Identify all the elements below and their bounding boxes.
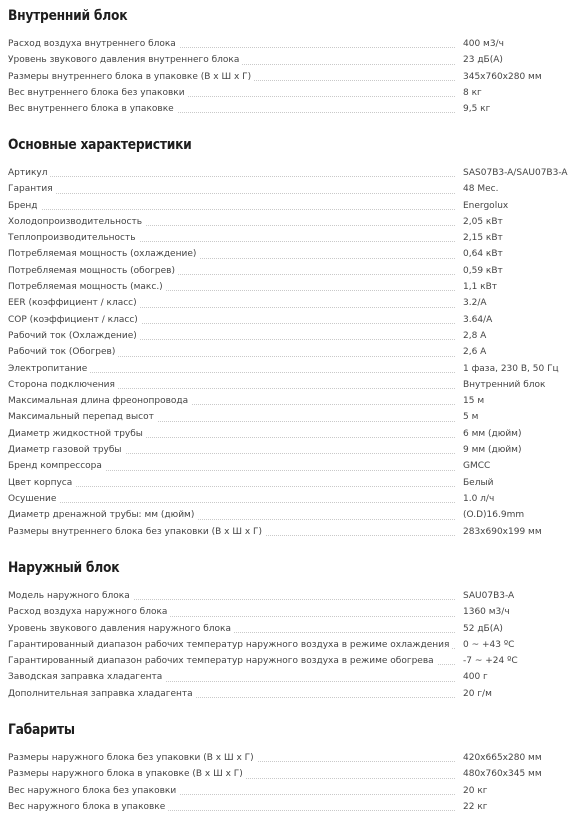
spec-value: 6 мм (дюйм) <box>463 428 522 439</box>
spec-label: Расход воздуха внутреннего блока <box>8 36 179 52</box>
spec-value: 480х760х345 мм <box>463 769 542 780</box>
dotted-leader <box>8 193 455 194</box>
spec-value: 0,64 кВт <box>463 249 503 260</box>
spec-row <box>8 799 573 815</box>
spec-value: 8 кг <box>463 87 482 98</box>
spec-row <box>8 230 573 246</box>
spec-row <box>8 588 573 604</box>
spec-label: Уровень звукового давления внутреннего блока <box>8 52 242 68</box>
spec-value: 0,59 кВт <box>463 265 503 276</box>
spec-row <box>8 246 573 262</box>
spec-value: (O.D)16.9mm <box>463 510 525 521</box>
spec-value: 420х665х280 мм <box>463 753 542 763</box>
spec-value: SAS07B3-A/SAU07B3-A <box>463 168 568 178</box>
dotted-leader <box>8 209 455 210</box>
spec-row <box>8 101 573 117</box>
spec-label: Бренд компрессора <box>8 458 105 474</box>
spec-label: Диаметр газовой трубы <box>8 442 125 458</box>
spec-row <box>8 621 573 637</box>
spec-row <box>8 686 573 702</box>
spec-label: Потребляемая мощность (охлаждение) <box>8 246 199 262</box>
spec-label: Бренд <box>8 198 41 214</box>
spec-row <box>8 377 573 393</box>
spec-value: 345х760х280 мм <box>463 71 542 82</box>
spec-label: Артикул <box>8 165 50 181</box>
spec-label: Гарантированный диапазон рабочих температур наружного воздуха в режиме обогрева <box>8 653 437 669</box>
dotted-leader <box>8 502 455 503</box>
spec-table <box>8 165 573 540</box>
spec-label: Расход воздуха наружного блока <box>8 604 170 620</box>
spec-label: Электропитание <box>8 361 90 377</box>
spec-row <box>8 36 573 52</box>
spec-row <box>8 442 573 458</box>
section-title: Наружный блок <box>8 560 120 576</box>
spec-value: 400 м3/ч <box>463 39 504 49</box>
spec-label: Холодопроизводительность <box>8 214 145 230</box>
spec-row <box>8 393 573 409</box>
spec-label: Размеры наружного блока без упаковки (В х Ш х Г) <box>8 750 257 766</box>
section-title: Габариты <box>8 722 75 738</box>
spec-value: 5 м <box>463 412 479 423</box>
spec-label: Вес наружного блока без упаковки <box>8 783 179 799</box>
spec-label: Вес наружного блока в упаковке <box>8 799 168 815</box>
spec-label: COP (коэффициент / класс) <box>8 312 141 328</box>
spec-value: 9,5 кг <box>463 104 491 115</box>
spec-value: 2,05 кВт <box>463 216 503 227</box>
spec-row <box>8 52 573 68</box>
spec-row <box>8 750 573 766</box>
spec-value: 20 кг <box>463 785 488 796</box>
spec-label: Гарантия <box>8 181 56 197</box>
spec-label: Цвет корпуса <box>8 475 75 491</box>
spec-label: Диаметр жидкостной трубы <box>8 426 146 442</box>
spec-row <box>8 507 573 523</box>
spec-value: 15 м <box>463 396 485 407</box>
spec-row <box>8 475 573 491</box>
spec-value: 23 дБ(А) <box>463 55 503 66</box>
spec-label: Осушение <box>8 491 59 507</box>
spec-label: Потребляемая мощность (макс.) <box>8 279 166 295</box>
spec-table <box>8 750 573 815</box>
spec-label: Сторона подключения <box>8 377 118 393</box>
spec-row <box>8 69 573 85</box>
spec-row <box>8 165 573 181</box>
dotted-leader <box>8 176 455 177</box>
spec-row <box>8 604 573 620</box>
section-indoor-unit <box>8 7 573 117</box>
spec-value: 2,6 А <box>463 347 487 358</box>
spec-label: EER (коэффициент / класс) <box>8 295 140 311</box>
section-outdoor-unit <box>8 559 573 702</box>
spec-row <box>8 491 573 507</box>
spec-row <box>8 263 573 279</box>
spec-row <box>8 198 573 214</box>
spec-row <box>8 637 573 653</box>
spec-value: 400 г <box>463 672 488 683</box>
spec-row <box>8 653 573 669</box>
spec-table <box>8 36 573 117</box>
spec-value: 3.64/A <box>463 314 493 325</box>
spec-value: 3.2/A <box>463 298 487 309</box>
spec-table <box>8 588 573 702</box>
spec-value: 1 фаза, 230 В, 50 Гц <box>463 363 559 374</box>
spec-value: 0 ~ +43 ºС <box>463 639 515 650</box>
spec-value: 22 кг <box>463 801 488 812</box>
spec-row <box>8 524 573 540</box>
spec-value: 9 мм (дюйм) <box>463 445 522 456</box>
spec-value: 52 дБ(А) <box>463 623 503 634</box>
spec-label: Заводская заправка хладагента <box>8 669 165 685</box>
spec-label: Максимальная длина фреонопровода <box>8 393 191 409</box>
spec-label: Теплопроизводительность <box>8 230 139 246</box>
spec-row <box>8 85 573 101</box>
spec-value: 1360 м3/ч <box>463 607 510 618</box>
spec-value: SAU07B3-A <box>463 591 515 601</box>
section-dimensions <box>8 721 573 815</box>
spec-label: Потребляемая мощность (обогрев) <box>8 263 178 279</box>
spec-value: 1.0 л/ч <box>463 493 495 504</box>
spec-label: Гарантированный диапазон рабочих температур наружного воздуха в режиме охлаждения <box>8 637 452 653</box>
spec-value: -7 ~ +24 ºС <box>463 656 518 667</box>
spec-label: Максимальный перепад высот <box>8 409 157 425</box>
spec-row <box>8 312 573 328</box>
spec-value: 20 г/м <box>463 688 492 699</box>
spec-label: Размеры наружного блока в упаковке (В х Ш х Г) <box>8 766 246 782</box>
spec-label: Рабочий ток (Охлаждение) <box>8 328 140 344</box>
spec-value: 2,8 А <box>463 330 487 341</box>
spec-value: GMCC <box>463 461 491 472</box>
spec-row <box>8 361 573 377</box>
spec-label: Уровень звукового давления наружного блока <box>8 621 234 637</box>
spec-value: 48 Мес. <box>463 184 499 195</box>
spec-label: Вес внутреннего блока без упаковки <box>8 85 188 101</box>
spec-label: Размеры внутреннего блока в упаковке (В х Ш х Г) <box>8 69 254 85</box>
section-title: Основные характеристики <box>8 137 192 153</box>
section-title: Внутренний блок <box>8 8 128 24</box>
spec-value: 2,15 кВт <box>463 233 503 244</box>
spec-row <box>8 458 573 474</box>
spec-row <box>8 766 573 782</box>
spec-label: Размеры внутреннего блока без упаковки (В х Ш х Г) <box>8 524 265 540</box>
section-main-characteristics <box>8 136 573 540</box>
spec-row <box>8 295 573 311</box>
spec-row <box>8 669 573 685</box>
spec-row <box>8 181 573 197</box>
spec-row <box>8 328 573 344</box>
spec-value: 283х690х199 мм <box>463 526 542 537</box>
spec-row <box>8 783 573 799</box>
spec-label: Рабочий ток (Обогрев) <box>8 344 118 360</box>
spec-value: Белый <box>463 477 494 488</box>
spec-row <box>8 214 573 230</box>
spec-row <box>8 279 573 295</box>
spec-value: 1,1 кВт <box>463 282 498 293</box>
spec-label: Вес внутреннего блока в упаковке <box>8 101 177 117</box>
spec-value: Внутренний блок <box>463 379 546 390</box>
spec-value: Energolux <box>463 200 509 211</box>
spec-row <box>8 344 573 360</box>
spec-label: Дополнительная заправка хладагента <box>8 686 196 702</box>
spec-label: Диаметр дренажной трубы: мм (дюйм) <box>8 507 197 523</box>
spec-row <box>8 426 573 442</box>
spec-label: Модель наружного блока <box>8 588 133 604</box>
spec-row <box>8 409 573 425</box>
